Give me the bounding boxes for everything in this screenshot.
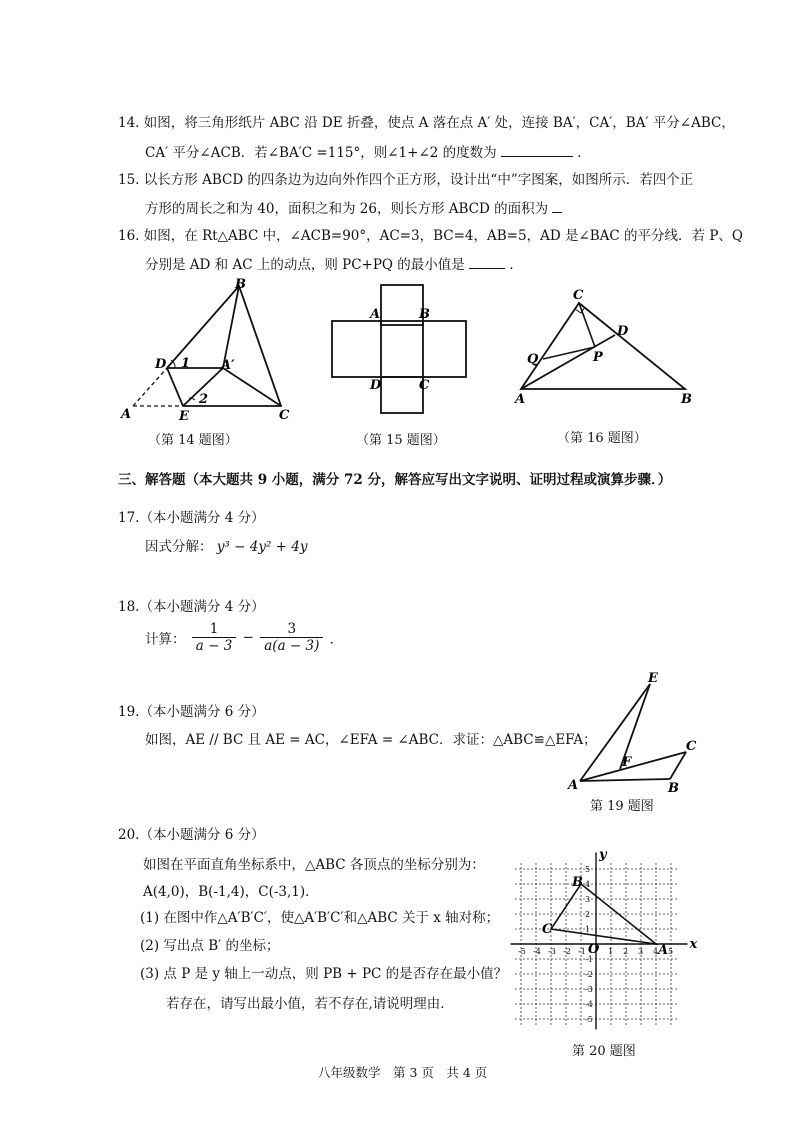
q15-line2 [145, 198, 562, 219]
q14-number: 14. [118, 115, 140, 131]
q18-fraction-1 [192, 621, 237, 654]
q18-end: ． [329, 631, 344, 648]
fig19-label-F: F [622, 755, 632, 770]
fig14-label-A: A [121, 407, 132, 422]
q18-frac2-numerator: 3 [260, 621, 323, 638]
q18-frac2-denominator: a(a − 3) [264, 638, 320, 654]
q16-answer-blank[interactable] [469, 254, 505, 269]
fig16-label-D: D [617, 324, 629, 339]
q14-caption: （第 14 题图） [148, 433, 238, 448]
fig20-origin-label: O [588, 942, 600, 957]
q16-number: 16. [118, 228, 140, 244]
q16-end: ． [509, 257, 523, 273]
x-tick-label: -1 [578, 947, 586, 956]
q18-frac1-numerator: 1 [192, 621, 237, 638]
fig20-axes [511, 853, 688, 1030]
fig20-y-axis-label: y [599, 847, 607, 863]
figure-15 [325, 280, 475, 420]
fig19-label-B: B [668, 781, 679, 796]
q18-body [145, 621, 343, 654]
y-tick-label: 1 [585, 925, 591, 934]
x-tick-label: 3 [638, 947, 644, 956]
q14-text-line1: 如图，将三角形纸片 ABC 沿 DE 折叠，使点 A 落在点 A′ 处，连接 BA′，CA′，BA′ 平分∠ABC， [143, 115, 735, 131]
q19-caption: 第 19 题图 [590, 799, 654, 814]
q19-header: 19.（本小题满分 6 分） [118, 704, 265, 720]
y-tick-label: 4 [585, 880, 591, 889]
q15-line1 [118, 170, 693, 190]
q20-line2: A(4,0)，B(-1,4)，C(-3,1)． [143, 884, 319, 900]
q15-number: 15. [118, 172, 140, 188]
y-tick-label: 3 [585, 895, 591, 904]
q16-text-line1: 如图，在 Rt△ABC 中，∠ACB=90°，AC=3，BC=4，AB=5，AD 是∠BAC 的平分线．若 P、Q [143, 228, 743, 244]
q16-line1 [118, 226, 743, 246]
q17-expression: y³ − 4y² + 4y [216, 539, 308, 555]
fig15-label-D: D [370, 378, 382, 393]
y-tick-label: -1 [585, 955, 593, 964]
q19-text: 如图，AE // BC 且 AE = AC，∠EFA = ∠ABC．求证：△ABC≌△EFA； [145, 732, 597, 748]
fig20-label-B: B [572, 875, 583, 890]
fig16-label-B: B [681, 392, 692, 407]
y-tick-label: -4 [585, 1000, 593, 1009]
x-tick-label: 4 [653, 947, 659, 956]
fig14-label-1: 1 [181, 356, 191, 371]
y-tick-label: -2 [585, 970, 593, 979]
q14-end: ． [577, 145, 591, 161]
q20-line1: 如图在平面直角坐标系中，△ABC 各顶点的坐标分别为： [143, 857, 485, 873]
y-tick-label: 2 [585, 910, 591, 919]
q20-part2: (2) 写出点 B′ 的坐标； [140, 938, 280, 954]
x-tick-label: 1 [608, 947, 614, 956]
figure-16 [505, 285, 705, 415]
fig19-label-C: C [686, 739, 697, 754]
q20-part3: (3) 点 P 是 y 轴上一动点，则 PB + PC 的是否存在最小值？ [140, 966, 508, 982]
section3-heading: 三、解答题（本大题共 9 小题，满分 72 分，解答应写出文字说明、证明过程或演算步骤．） [118, 472, 672, 488]
fig14-label-C: C [279, 408, 290, 422]
fig15-label-B: B [419, 307, 430, 322]
q16-text-line2: 分别是 AD 和 AC 上的动点，则 PC+PQ 的最小值是 [145, 257, 465, 273]
figure-19 [566, 668, 706, 798]
q15-caption: （第 15 题图） [356, 433, 446, 448]
q18-fraction-2 [260, 621, 323, 654]
fig16-label-P: P [593, 350, 603, 365]
figure-14 [115, 272, 305, 422]
q17-header: 17.（本小题满分 4 分） [118, 510, 265, 526]
fig16-label-Q: Q [527, 352, 539, 367]
q14-line1 [118, 113, 735, 133]
q14-text-line2: CA′ 平分∠ACB．若∠BA′C =115°，则∠1+∠2 的度数为 [145, 145, 497, 161]
y-tick-label: -3 [585, 985, 593, 994]
figure-20 [506, 846, 700, 1036]
fig15-label-C: C [419, 378, 430, 393]
q20-part3b: 若存在，请写出最小值，若不存在,请说明理由． [166, 996, 454, 1012]
fig20-label-A: A [658, 943, 669, 958]
x-tick-label: -2 [563, 947, 571, 956]
fig20-label-C: C [542, 922, 553, 937]
y-tick-label: -5 [585, 1015, 593, 1024]
q14-answer-blank[interactable] [501, 142, 573, 157]
fig14-label-Aprime: A′ [221, 358, 235, 373]
fig14-label-D: D [155, 357, 167, 372]
fig19-label-A: A [568, 778, 579, 793]
fig19-label-E: E [648, 671, 658, 686]
q18-minus: − [242, 629, 254, 646]
x-tick-label: 5 [668, 947, 674, 956]
q15-text-line2: 方形的周长之和为 40，面积之和为 26，则长方形 ABCD 的面积为 [145, 201, 549, 217]
y-tick-label: 5 [585, 865, 591, 874]
q20-header: 20.（本小题满分 6 分） [118, 827, 265, 843]
q15-text-line1: 以长方形 ABCD 的四条边为边向外作四个正方形，设计出“中”字图案，如图所示．若四个正 [143, 172, 694, 188]
q18-prompt: 计算： [145, 631, 186, 648]
q20-caption: 第 20 题图 [572, 1044, 636, 1059]
q17-prompt: 因式分解： [145, 539, 213, 555]
x-tick-label: -5 [518, 947, 526, 956]
fig14-label-E: E [179, 409, 189, 422]
q15-answer-blank[interactable] [552, 198, 562, 213]
fig14-label-2: 2 [199, 392, 209, 407]
x-tick-label: -4 [533, 947, 541, 956]
q14-line2 [145, 142, 591, 163]
q16-caption: （第 16 题图） [557, 431, 647, 446]
q20-part1: (1) 在图中作△A′B′C′，使△A′B′C′和△ABC 关于 x 轴对称； [140, 910, 500, 926]
page-footer: 八年级数学 第 3 页 共 4 页 [318, 1065, 488, 1080]
x-tick-label: -3 [548, 947, 556, 956]
q18-header: 18.（本小题满分 4 分） [118, 599, 265, 615]
fig16-label-A: A [515, 392, 526, 407]
fig20-x-axis-label: x [689, 937, 698, 952]
x-tick-label: 2 [623, 947, 629, 956]
fig16-label-C: C [573, 288, 584, 303]
q18-frac1-denominator: a − 3 [195, 638, 233, 654]
fig15-label-A: A [370, 307, 381, 322]
fig14-label-B: B [235, 277, 246, 292]
q17-body [145, 537, 307, 557]
